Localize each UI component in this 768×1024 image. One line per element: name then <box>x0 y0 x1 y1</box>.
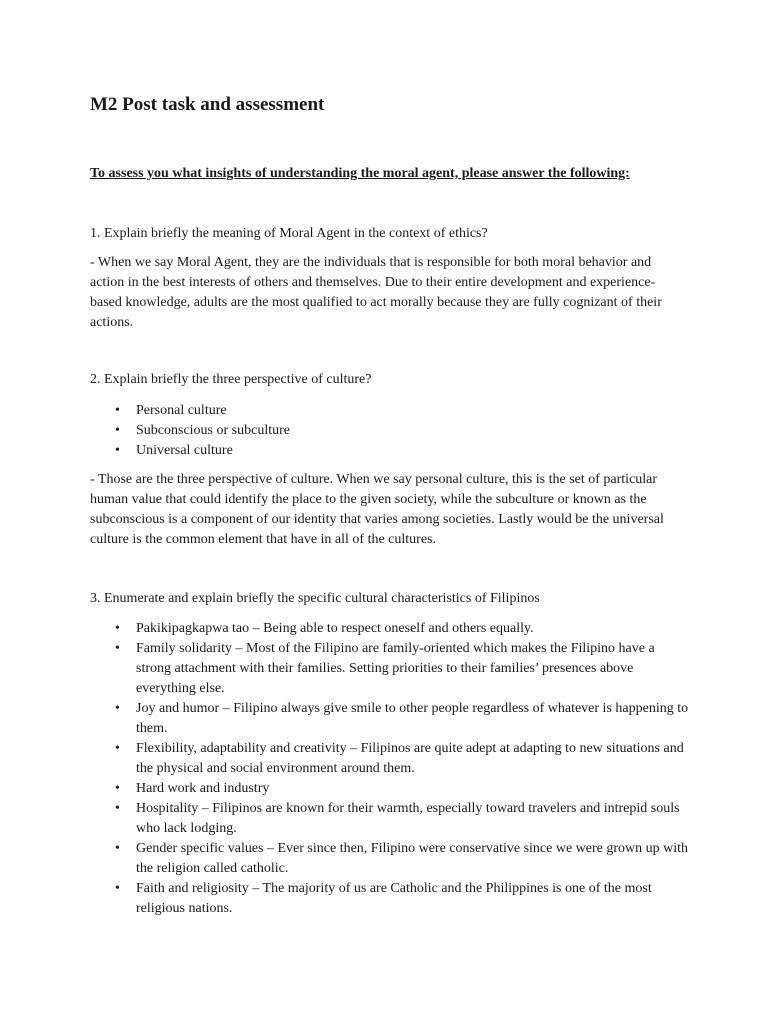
list-item: • Personal culture <box>90 401 690 421</box>
list-item: • Pakikipagkapwa tao – Being able to respect oneself and others equally. <box>90 619 690 639</box>
list-item: • Hospitality – Filipinos are known for their warmth, especially toward travelers and intrepid souls who lack lodging. <box>115 801 680 836</box>
instruction-text: To assess you what insights of understanding the moral agent, please answer the following: <box>90 166 630 181</box>
bullet-icon: • <box>115 641 120 656</box>
list-item: • Family solidarity – Most of the Filipino are family-oriented which makes the Filipino have a strong attachment with their families. Setting priorities to their families’ presences above everything else. <box>115 641 655 696</box>
list-item: • Universal culture <box>90 441 690 461</box>
list-item: • Flexibility, adaptability and creativity – Filipinos are quite adept at adapting to new situations and the physical and social environment around them. <box>115 741 684 776</box>
list-item: • Gender specific values – Ever since then, Filipino were conservative since we were grown up with the religion called catholic. <box>115 841 689 876</box>
bullet-icon: • <box>115 423 120 438</box>
list-item: • Joy and humor – Filipino always give smile to other people regardless of whatever is happening to them. <box>115 701 689 736</box>
question-3: 3. Enumerate and explain briefly the specific cultural characteristics of Filipinos <box>90 591 540 606</box>
list-item: • Faith and religiosity – The majority of us are Catholic and the Philippines is one of the most religious nations. <box>115 881 652 916</box>
question-2: 2. Explain briefly the three perspective of culture? <box>90 372 372 387</box>
bullet-icon: • <box>115 881 120 896</box>
bullet-icon: • <box>115 403 120 418</box>
list-item: • Hard work and industry <box>90 779 690 799</box>
perspectives-list <box>90 401 690 461</box>
bullet-icon: • <box>115 781 120 796</box>
characteristics-list <box>90 619 690 919</box>
bullet-icon: • <box>115 841 120 856</box>
answer-1: - When we say Moral Agent, they are the individuals that is responsible for both moral behavior and action in the best interests of others and themselves. Due to their entire development and experience-based knowledge, adults are the most qualified to act morally because they are fully cognizant of their actions. <box>90 255 662 330</box>
answer-2: - Those are the three perspective of culture. When we say personal culture, this is the set of particular human value that could identify the place to the given society, while the subculture or known as the subconscious is a component of our identity that varies among societies. Lastly would be the universal culture is the common element that have in all of the cultures. <box>90 472 664 547</box>
bullet-icon: • <box>115 701 120 716</box>
bullet-icon: • <box>115 801 120 816</box>
page-title: M2 Post task and assessment <box>90 94 325 115</box>
bullet-icon: • <box>115 443 120 458</box>
bullet-icon: • <box>115 621 120 636</box>
question-1: 1. Explain briefly the meaning of Moral Agent in the context of ethics? <box>90 226 488 241</box>
bullet-icon: • <box>115 741 120 756</box>
list-item: • Subconscious or subculture <box>90 421 690 441</box>
